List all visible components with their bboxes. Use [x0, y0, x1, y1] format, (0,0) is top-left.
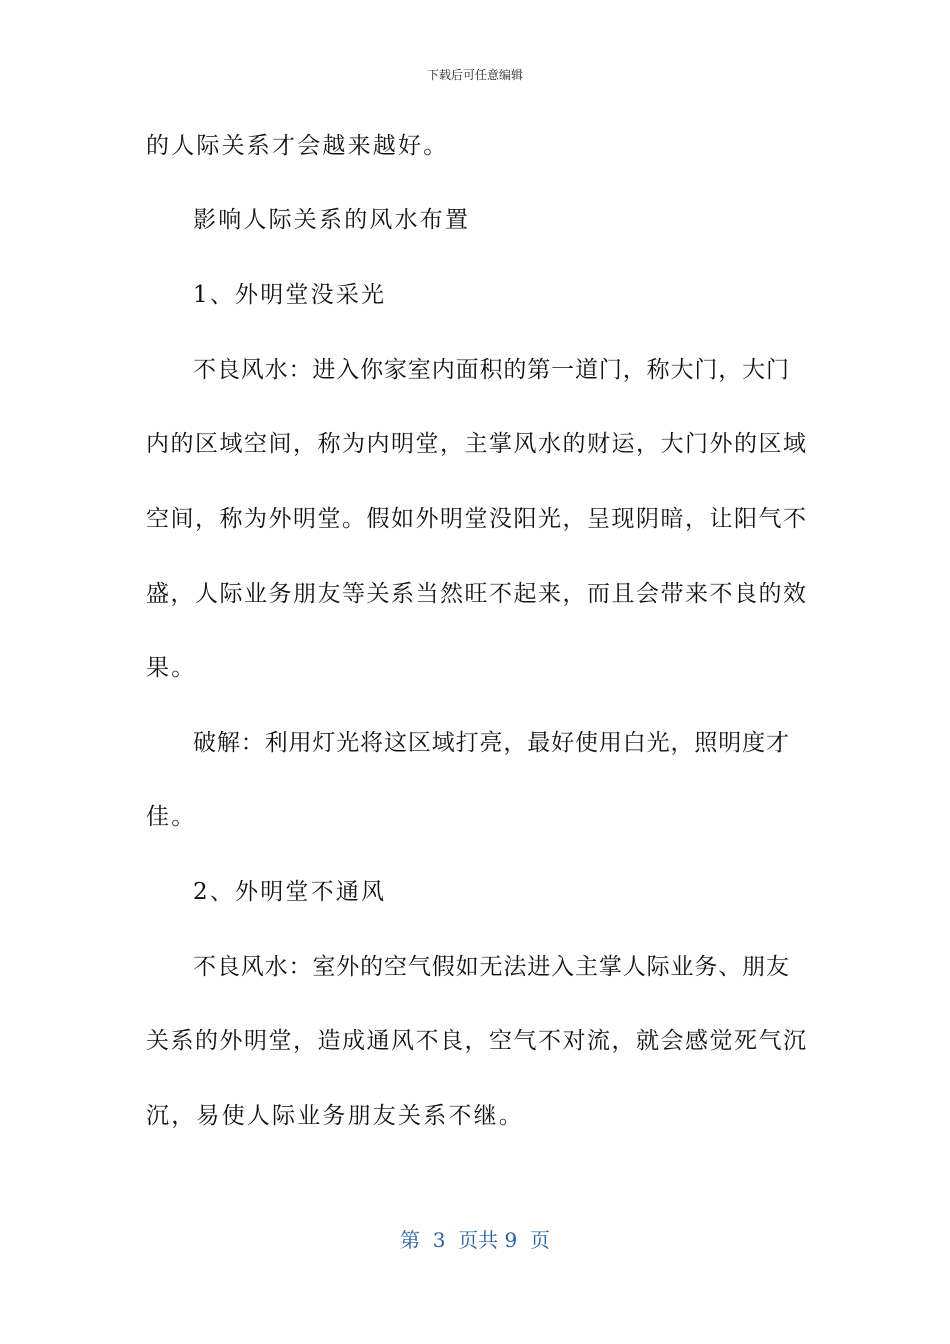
paragraph-line: 不良风水：室外的空气假如无法进入主掌人际业务、朋友 [193, 954, 789, 980]
header-note: 下载后可任意编辑 [426, 68, 523, 82]
paragraph-line: 佳。 [146, 804, 197, 830]
paragraph-line: 的人际关系才会越来越好。 [146, 133, 449, 159]
paragraph-line: 破解：利用灯光将这区域打亮，最好使用白光，照明度才 [193, 730, 789, 756]
paragraph-line: 关系的外明堂，造成通风不良，空气不对流，就会感觉死气沉 [146, 1028, 806, 1054]
paragraph-line: 果。 [146, 655, 197, 681]
section-heading: 影响人际关系的风水布置 [193, 207, 471, 233]
paragraph-line: 不良风水：进入你家室内面积的第一道门，称大门，大门 [193, 357, 789, 383]
paragraph-line: 沉，易使人际业务朋友关系不继。 [146, 1103, 524, 1129]
paragraph-line: 盛，人际业务朋友等关系当然旺不起来，而且会带来不良的效 [146, 581, 806, 607]
subsection-heading: 2、外明堂不通风 [193, 879, 387, 905]
subsection-heading: 1、外明堂没采光 [193, 282, 387, 308]
paragraph-line: 空间，称为外明堂。假如外明堂没阳光，呈现阴暗，让阳气不 [146, 506, 806, 532]
paragraph-line: 内的区域空间，称为内明堂，主掌风水的财运，大门外的区域 [146, 431, 806, 457]
page-number-footer: 第 3 页共 9 页 [400, 1228, 550, 1252]
